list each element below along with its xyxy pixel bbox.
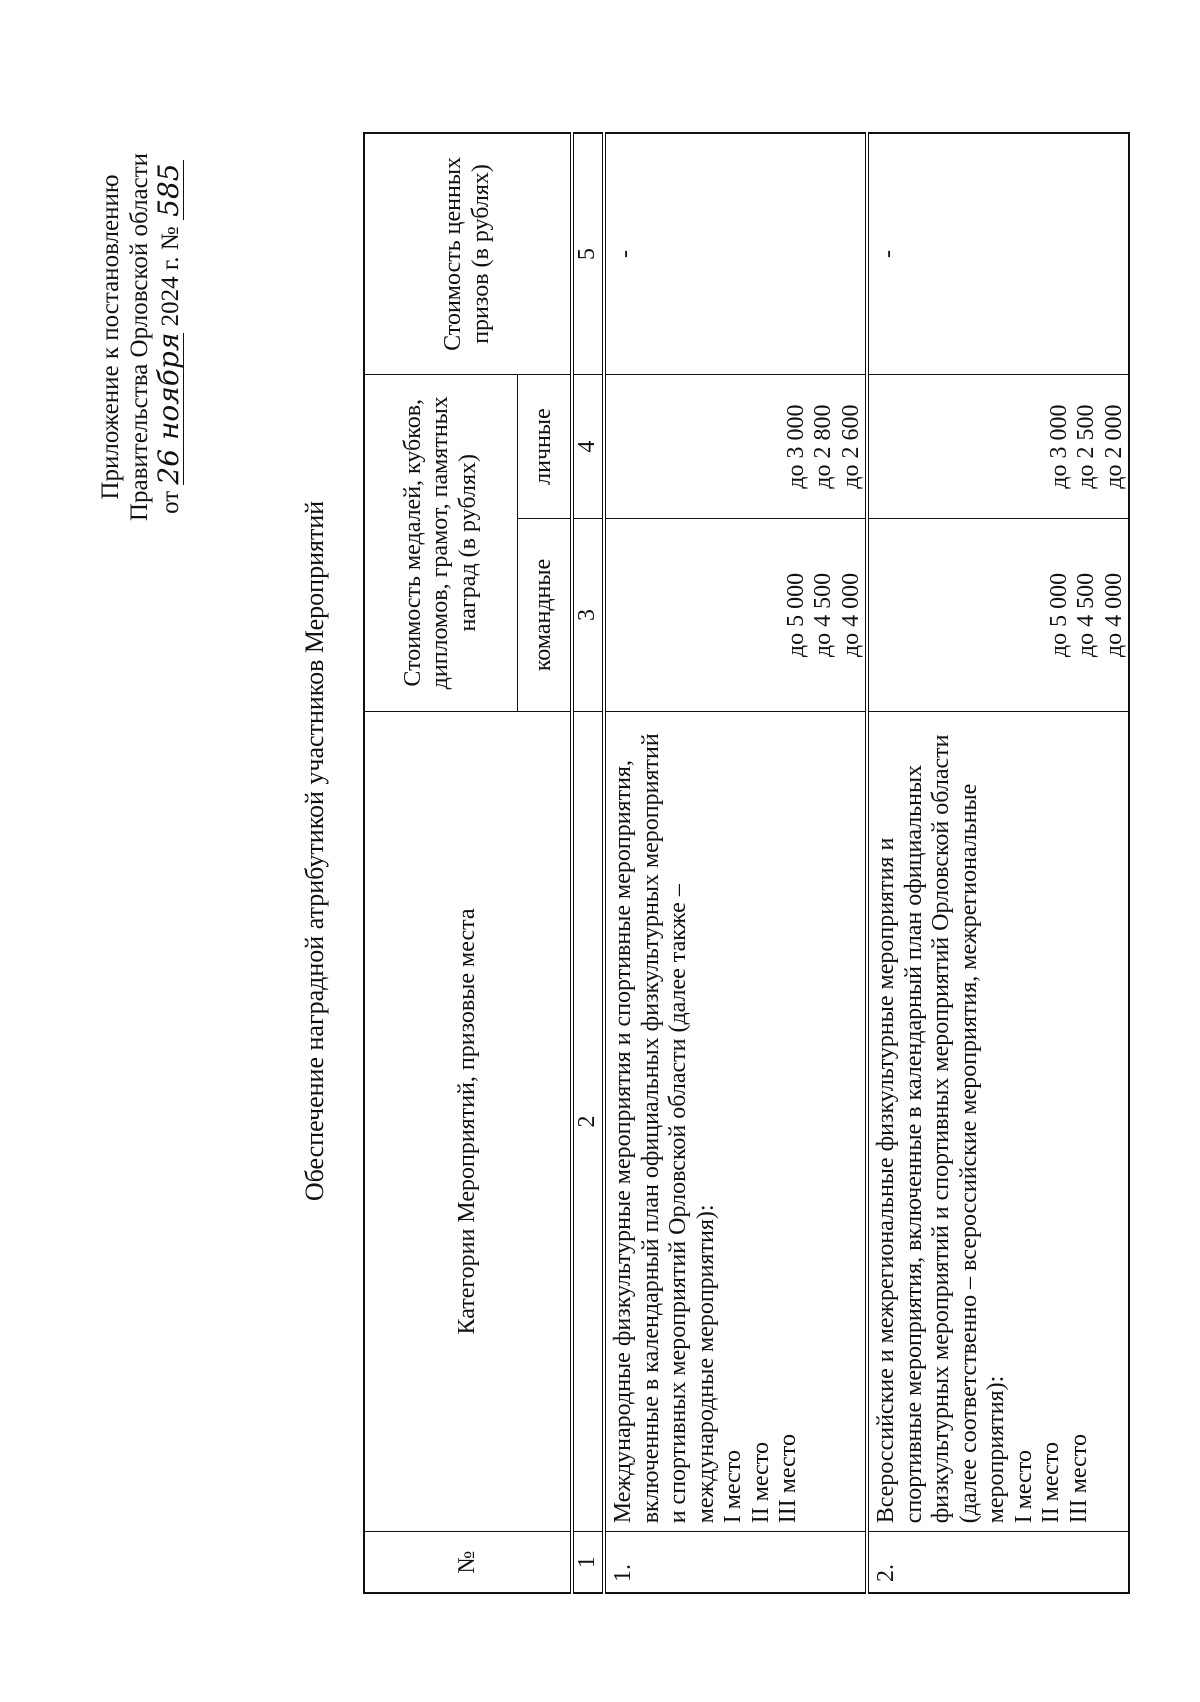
row-category (867, 711, 1129, 1532)
index-cell: 4 (572, 374, 604, 518)
category-description: Всероссийские и межрегиональные физкультурные мероприятия и спортивные мероприятия, включенные в календарный план официальных физкультурных мероприятий и спортивных мероприятий Орловской области (далее соответственно – всероссийские мероприятия, межрегиональные мероприятия): (873, 734, 1009, 1524)
place-label: II место (1038, 1442, 1064, 1524)
document-title: Обеспечение наградной атрибутикой участников Мероприятий (300, 500, 329, 1202)
team-cost: до 5 000 (782, 572, 809, 658)
handwritten-date: 26 ноября (152, 332, 185, 485)
place-label: III место (1065, 1434, 1092, 1524)
header-num: № (364, 1532, 572, 1593)
row-category (604, 711, 867, 1532)
personal-cost: до 2 500 (1073, 404, 1099, 489)
prize-cost: - (604, 133, 867, 374)
table-header-row (364, 133, 518, 1593)
team-cost-cell (604, 519, 867, 711)
table-row (867, 133, 1129, 1593)
place-label: I место (720, 1450, 746, 1524)
awards-table (363, 132, 1130, 1594)
place-label: II место (747, 1442, 774, 1524)
table-index-row (572, 133, 604, 1593)
header-line-1: Приложение к постановлению (97, 174, 124, 500)
team-cost: до 5 000 (1045, 572, 1072, 658)
personal-cost: до 2 600 (837, 404, 864, 489)
row-number: 1. (604, 1532, 867, 1593)
header-awards-cost: Стоимость медалей, кубков, дипломов, грамот, памятных наград (в рублях) (364, 374, 518, 711)
team-cost: до 4 500 (810, 572, 836, 658)
header-team: командные (518, 519, 573, 711)
row-number: 2. (867, 1532, 1129, 1593)
appendix-header (96, 132, 185, 542)
header-date-line (154, 132, 185, 542)
personal-cost: до 2 000 (1100, 404, 1127, 489)
header-personal: личные (518, 374, 573, 518)
date-prefix: от (157, 490, 184, 514)
place-label: III место (775, 1434, 801, 1524)
team-cost-cell (867, 519, 1129, 711)
team-cost: до 4 500 (1073, 572, 1099, 658)
header-category: Категории Мероприятий, призовые места (364, 711, 572, 1532)
index-cell: 1 (572, 1532, 604, 1593)
team-cost: до 4 000 (1100, 572, 1127, 658)
personal-cost-cell (867, 374, 1129, 518)
index-cell: 3 (572, 519, 604, 711)
personal-cost-cell (604, 374, 867, 518)
category-description: Международные физкультурные мероприятия и спортивные мероприятия, включенные в календарный план официальных физкультурных мероприятий и спортивных мероприятий Орловской области (далее также – международные мероприятия): (610, 733, 719, 1524)
index-cell: 2 (572, 711, 604, 1532)
team-cost: до 4 000 (837, 572, 864, 658)
personal-cost: до 2 800 (810, 404, 836, 489)
table-row (604, 133, 867, 1593)
handwritten-number: 585 (154, 160, 184, 220)
prize-cost: - (867, 133, 1129, 374)
header-line-2: Правительства Орловской области (126, 152, 153, 522)
personal-cost: до 3 000 (782, 404, 809, 489)
header-prizes-cost: Стоимость ценных призов (в рублях) (364, 133, 572, 374)
date-year: 2024 г. № (157, 226, 184, 327)
index-cell: 5 (572, 133, 604, 374)
personal-cost: до 3 000 (1045, 404, 1072, 489)
place-label: I место (1010, 1450, 1037, 1524)
